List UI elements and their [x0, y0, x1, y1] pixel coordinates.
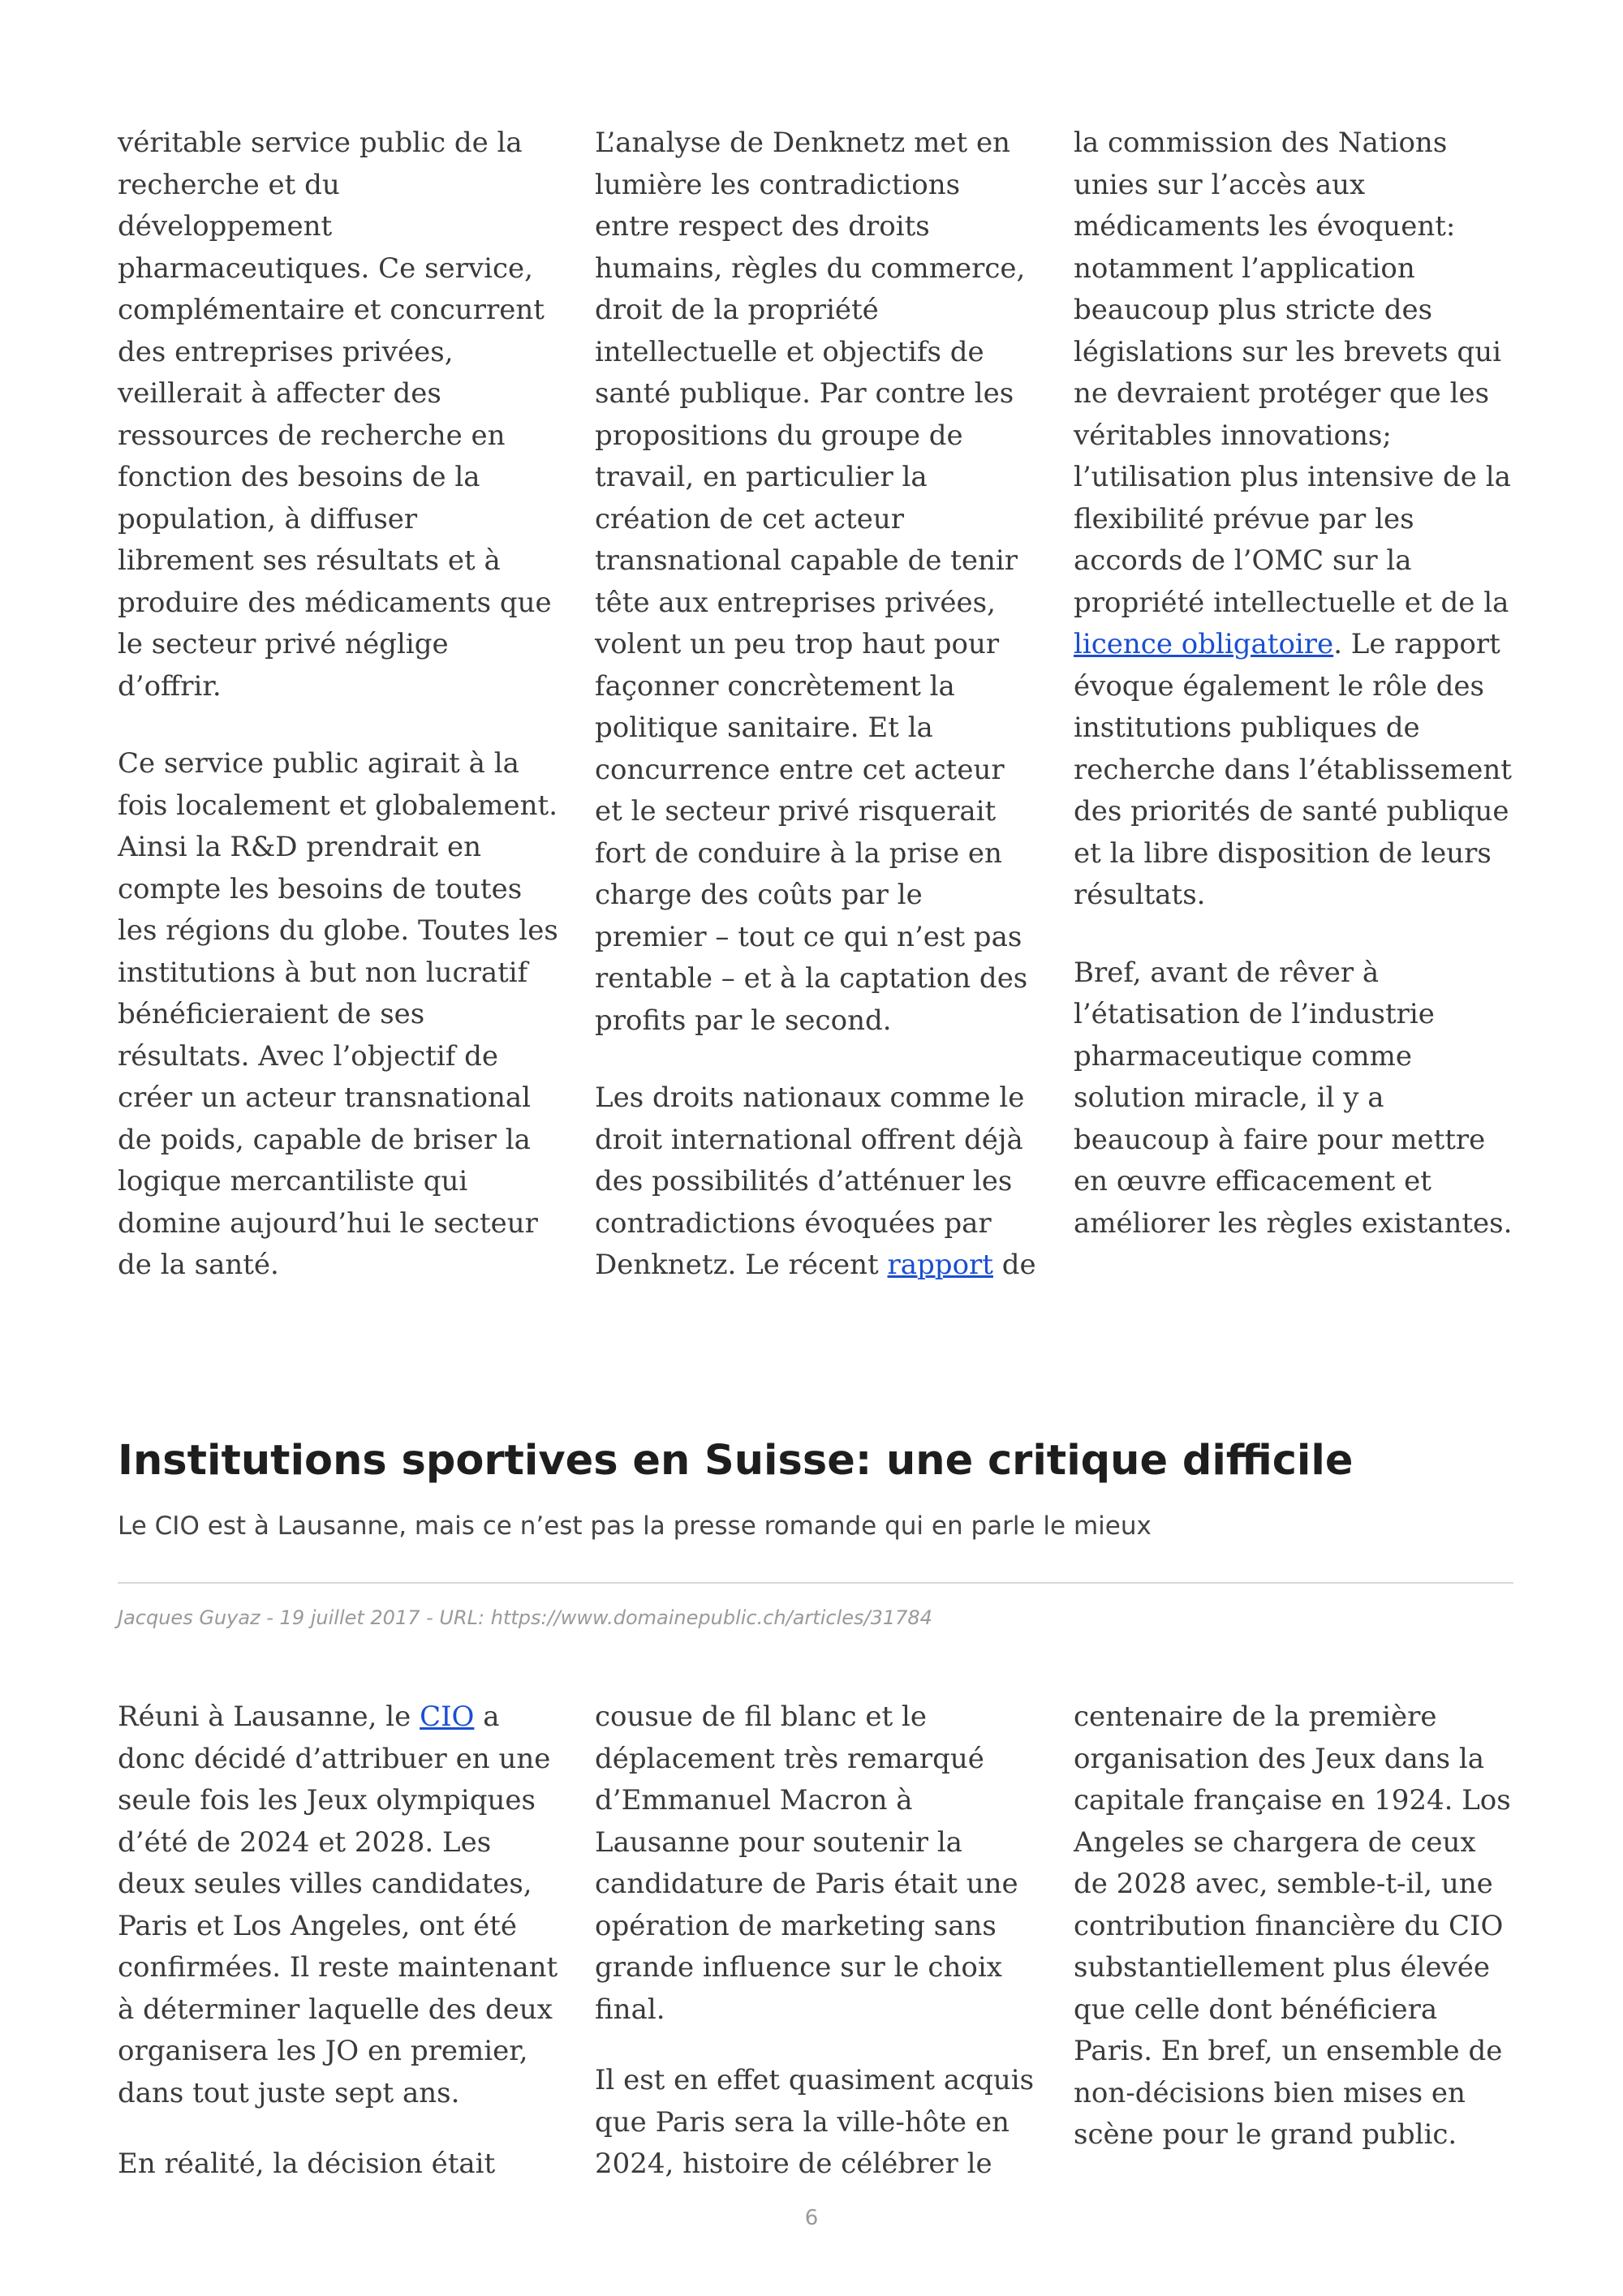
article2-col1-paragraph-1-text: Réuni à Lausanne, le [118, 1701, 420, 1733]
cio-link[interactable]: CIO [420, 1701, 475, 1733]
article2-col3-paragraph-1: centenaire de la première organisation des Jeux dans la capitale française en 1924. Los Angeles se chargera de ceux de 2028 avec, semble-t-il, une contribution financière du CIO substantiellement plus élevée que celle dont bénéficiera Paris. En bref, un ensemble de non-décisions bien mises en scène pour le grand public. [1074, 1701, 1511, 2151]
article1-col3-paragraph-1-tail: . Le rapport évoque également le rôle des institutions publiques de recherche dans l’établissement des priorités de santé publique et la libre disposition de leurs résultats. [1074, 628, 1512, 911]
article1-column-2 [595, 123, 1037, 1287]
rapport-link[interactable]: rapport [887, 1249, 993, 1281]
article2-col1-paragraph-1 [118, 1696, 560, 2114]
page-number: 6 [804, 2206, 819, 2230]
header-divider [118, 1582, 1513, 1584]
article2-column-3 [1074, 1696, 1516, 2156]
article2-byline: Jacques Guyaz - 19 juillet 2017 - URL: https://www.domainepublic.ch/articles/31784 [118, 1606, 932, 1629]
article1-col1-paragraph-2: Ce service public agirait à la fois localement et globalement. Ainsi la R&D prendrait en compte les besoins de toutes les régions du globe. Toutes les institutions à but non lucratif bénéficieraient de ses résultats. Avec l’objectif de créer un acteur transnational de poids, capable de briser la logique mercantiliste qui domine aujourd’hui le secteur de la santé. [118, 747, 558, 1281]
article1-col2-paragraph-2-text: Les droits nationaux comme le droit international offrent déjà des possibilités d’atténuer les contradictions évoquées par Denknetz. Le récent [595, 1081, 1025, 1281]
article1-column-1 [118, 123, 560, 1287]
article2-col2-paragraph-2: Il est en effet quasiment acquis que Paris sera la ville-hôte en 2024, histoire de célébrer le [595, 2064, 1035, 2180]
article1-col3-paragraph-1 [1074, 123, 1516, 917]
article1-col2-paragraph-2 [595, 1077, 1037, 1287]
article1-col2-paragraph-2-tail: de [992, 1249, 1036, 1281]
article1-col2-paragraph-1: L’analyse de Denknetz met en lumière les contradictions entre respect des droits humains, règles du commerce, droit de la propriété intellectuelle et objectifs de santé publique. Par contre les propositions du groupe de travail, en particulier la création de cet acteur transnational capable de tenir tête aux entreprises privées, volent un peu trop haut pour façonner concrètement la politique sanitaire. Et la concurrence entre cet acteur et le secteur privé risquerait fort de conduire à la prise en charge des coûts par le premier – tout ce qui n’est pas rentable – et à la captation des profits par le second. [595, 127, 1028, 1037]
article2-col2-paragraph-1: cousue de fil blanc et le déplacement très remarqué d’Emmanuel Macron à Lausanne pour soutenir la candidature de Paris était une opération de marketing sans grande influence sur le choix final. [595, 1701, 1018, 2026]
article1-col3-paragraph-1-text: la commission des Nations unies sur l’accès aux médicaments les évoquent: notamment l’application beaucoup plus stricte des législations sur les brevets qui ne devraient protéger que les véritables innovations; l’utilisation plus intensive de la flexibilité prévue par les accords de l’OMC sur la propriété intellectuelle et de la [1074, 127, 1511, 619]
article1-column-3 [1074, 123, 1516, 1245]
licence-obligatoire-link[interactable]: licence obligatoire [1074, 628, 1334, 660]
article2-subtitle: Le CIO est à Lausanne, mais ce n’est pas la presse romande qui en parle le mieux [118, 1511, 1152, 1541]
article2-column-2 [595, 1696, 1037, 2215]
article1-col1-paragraph-1: véritable service public de la recherche et du développement pharmaceutiques. Ce service, complémentaire et concurrent des entreprises privées, veillerait à affecter des ressources de recherche en fonction des besoins de la population, à diffuser librement ses résultats et à produire des médicaments que le secteur privé néglige d’offrir. [118, 127, 552, 703]
article2-title: Institutions sportives en Suisse: une critique difficile [118, 1437, 1354, 1485]
article2-col1-paragraph-1-tail: a donc décidé d’attribuer en une seule fois les Jeux olympiques d’été de 2024 et 2028. Les deux seules villes candidates, Paris et Los Angeles, ont été confirmées. Il reste maintenant à déterminer laquelle des deux organisera les JO en premier, dans tout juste sept ans. [118, 1701, 558, 2109]
article2-column-1 [118, 1696, 560, 2215]
article1-col3-paragraph-2: Bref, avant de rêver à l’étatisation de l’industrie pharmaceutique comme solution miracle, il y a beaucoup à faire pour mettre en œuvre efficacement et améliorer les règles existantes. [1074, 956, 1513, 1240]
article2-col1-paragraph-2: En réalité, la décision était [118, 2148, 496, 2180]
